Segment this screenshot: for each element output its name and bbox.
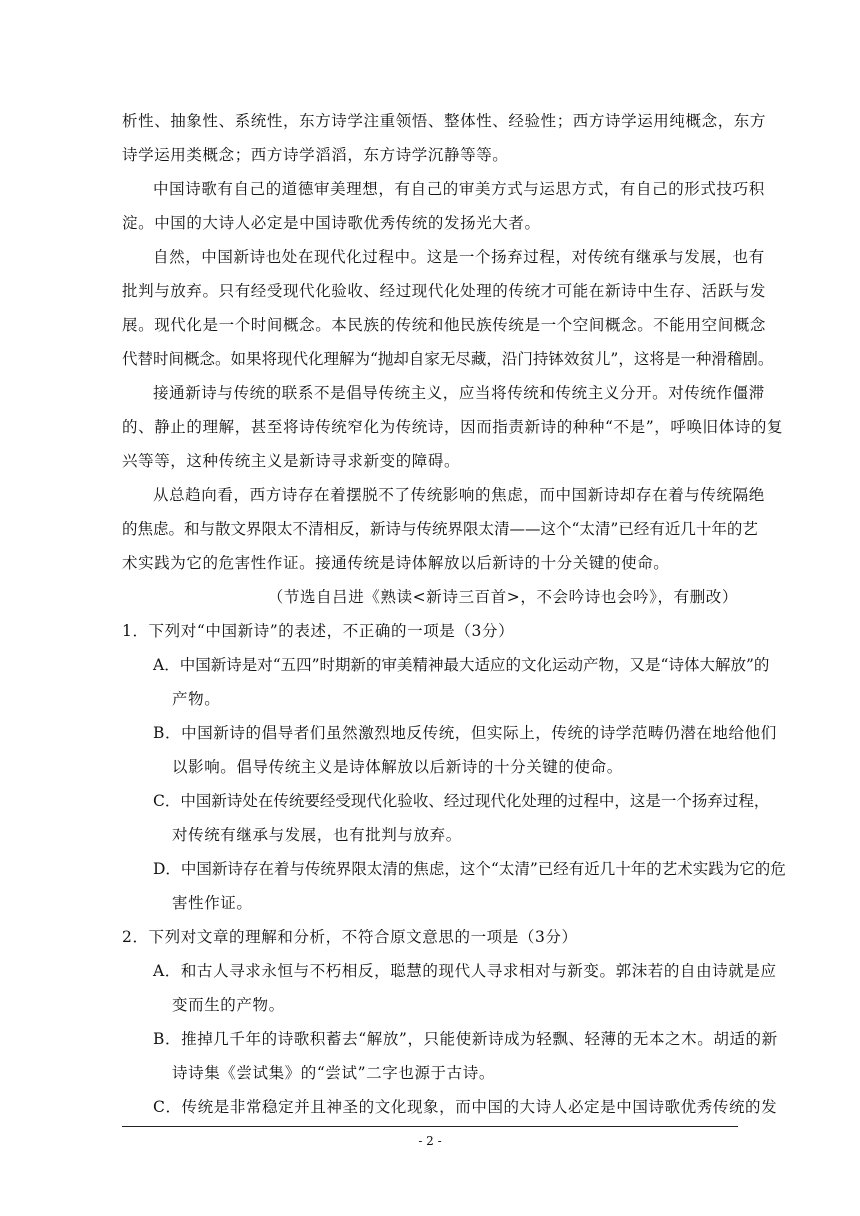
- source-citation: （节选自吕进《熟读<新诗三百首>，不会吟诗也会吟》，有删改）: [267, 588, 738, 606]
- text-line: 代替时间概念。如果将现代化理解为“抛却自家无尽藏，沿门持钵效贫儿”，这将是一种滑稽剧。: [122, 350, 774, 368]
- q2-option-b-cont: 诗诗集《尝试集》的“尝试”二字也源于古诗。: [172, 1064, 495, 1082]
- page-number: - 2 -: [418, 1134, 442, 1148]
- text-line: 淀。中国的大诗人必定是中国诗歌优秀传统的发扬光大者。: [122, 214, 541, 232]
- question-2-stem: 2．下列对文章的理解和分析，不符合原文意思的一项是（3分）: [122, 928, 578, 946]
- q1-option-a: A．中国新诗是对“五四”时期新的审美精神最大适应的文化运动产物，又是“诗体大解放”的: [153, 656, 770, 674]
- footer-rule: [122, 1126, 738, 1127]
- q1-option-b-cont: 以影响。倡导传统主义是诗体解放以后新诗的十分关键的使命。: [172, 758, 623, 776]
- q1-option-d-cont: 害性作证。: [172, 894, 253, 912]
- q1-option-c: C．中国新诗处在传统要经受现代化验收、经过现代化处理的过程中，这是一个扬弃过程，: [153, 792, 770, 810]
- q1-option-b: B．中国新诗的倡导者们虽然激烈地反传统，但实际上，传统的诗学范畴仍潜在地给他们: [153, 724, 777, 742]
- q2-option-a-cont: 变而生的产物。: [172, 996, 285, 1014]
- text-line: 批判与放弃。只有经受现代化验收、经过现代化处理的传统才可能在新诗中生存、活跃与发: [122, 282, 767, 300]
- q2-option-a: A．和古人寻求永恒与不朽相反，聪慧的现代人寻求相对与新变。郭沫若的自由诗就是应: [153, 962, 777, 980]
- text-line: 的、静止的理解，甚至将诗传统窄化为传统诗，因而指责新诗的种种“不是”，呼唤旧体诗的复: [122, 418, 784, 436]
- text-line: 的焦虑。和与散文界限太不清相反，新诗与传统界限太清——这个“太清”已经有近几十年的艺: [122, 520, 758, 538]
- question-1-stem: 1．下列对“中国新诗”的表述，不正确的一项是（3分）: [122, 622, 515, 640]
- text-line: 术实践为它的危害性作证。接通传统是诗体解放以后新诗的十分关键的使命。: [122, 554, 670, 572]
- text-line: 从总趋向看，西方诗存在着摆脱不了传统影响的焦虑，而中国新诗却存在着与传统隔绝: [153, 486, 765, 504]
- text-line: 中国诗歌有自己的道德审美理想，有自己的审美方式与运思方式，有自己的形式技巧积: [153, 180, 765, 198]
- text-line: 诗学运用类概念；西方诗学滔滔，东方诗学沉静等等。: [122, 146, 509, 164]
- text-line: 自然，中国新诗也处在现代化过程中。这是一个扬弃过程，对传统有继承与发展，也有: [153, 248, 765, 266]
- q2-option-b: B．推掉几千年的诗歌积蓄去“解放”，只能使新诗成为轻飘、轻薄的无本之木。胡适的新: [153, 1030, 778, 1048]
- text-line: 展。现代化是一个时间概念。本民族的传统和他民族传统是一个空间概念。不能用空间概念: [122, 316, 767, 334]
- q1-option-a-cont: 产物。: [172, 690, 221, 708]
- text-line: 析性、抽象性、系统性，东方诗学注重领悟、整体性、经验性；西方诗学运用纯概念，东方: [122, 112, 767, 130]
- q1-option-c-cont: 对传统有继承与发展，也有批判与放弃。: [172, 826, 462, 844]
- q1-option-d: D．中国新诗存在着与传统界限太清的焦虑，这个“太清”已经有近几十年的艺术实践为它的危: [153, 860, 786, 878]
- text-line: 兴等等，这种传统主义是新诗寻求新变的障碍。: [122, 452, 461, 470]
- text-line: 接通新诗与传统的联系不是倡导传统主义，应当将传统和传统主义分开。对传统作僵滞: [153, 384, 765, 402]
- q2-option-c: C．传统是非常稳定并且神圣的文化现象，而中国的大诗人必定是中国诗歌优秀传统的发: [153, 1098, 778, 1116]
